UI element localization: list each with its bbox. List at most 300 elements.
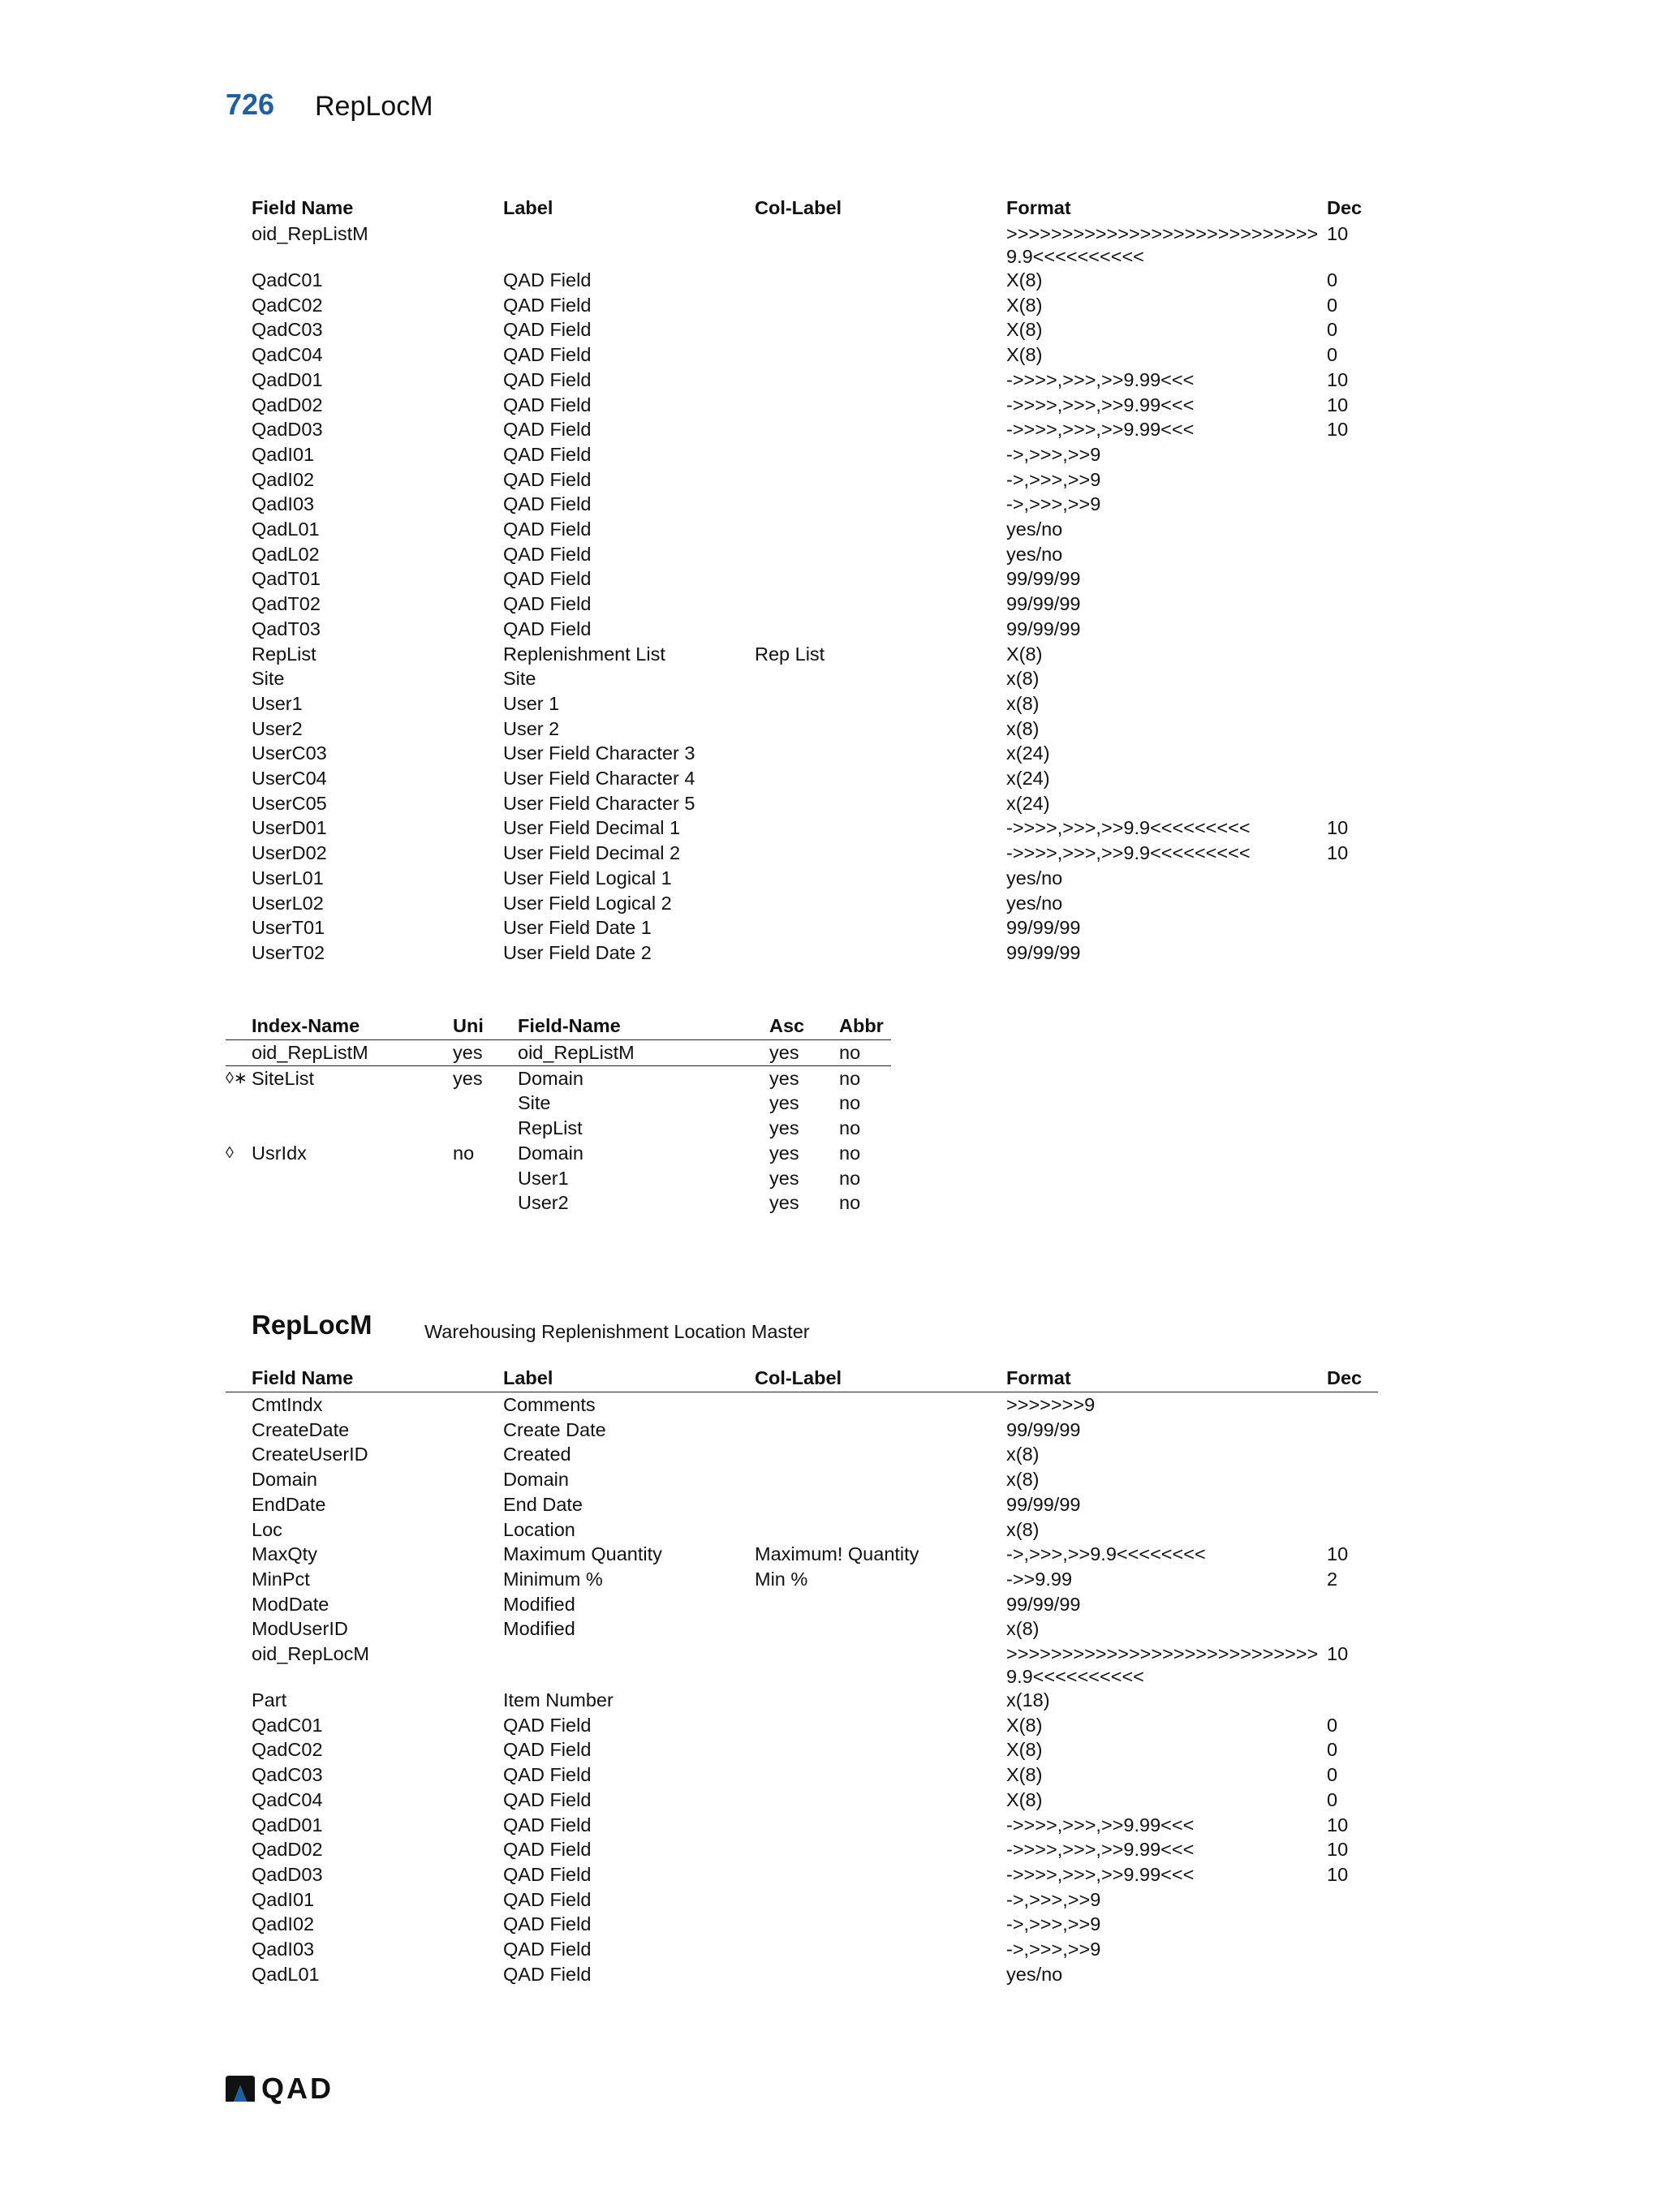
table-row [226, 1091, 891, 1116]
field-name: CmtIndx [252, 1394, 323, 1415]
field-name: QadI01 [252, 443, 315, 465]
field-dec [1327, 766, 1378, 791]
field-label: QAD Field [503, 344, 592, 366]
field-name: QadD02 [252, 394, 323, 415]
field-label: Minimum % [503, 1568, 603, 1590]
table-row [226, 866, 1378, 891]
table-row [226, 1937, 1378, 1962]
field-label: User Field Character 5 [503, 792, 695, 814]
field-name: QadL02 [252, 543, 320, 565]
field-col-label [755, 393, 1006, 418]
logo-wordmark: QAD [261, 2072, 334, 2105]
field-dec [1327, 717, 1378, 742]
field-col-label [755, 1813, 1006, 1838]
field-dec: 10 [1327, 1543, 1349, 1565]
field-format: X(8) [1006, 344, 1043, 366]
field-label: QAD Field [503, 493, 592, 515]
field-dec [1327, 1962, 1378, 1987]
section-title: RepLocM [252, 1310, 372, 1340]
field-dec [1327, 1467, 1378, 1492]
field-format: x(8) [1006, 668, 1040, 690]
field-dec [1327, 891, 1378, 916]
index-field-name: oid_RepListM [518, 1042, 635, 1063]
field-label: QAD Field [503, 1913, 592, 1935]
field-format: yes/no [1006, 519, 1063, 540]
field-col-label [755, 1788, 1006, 1813]
index-name-cell [226, 1065, 453, 1091]
field-dec: 0 [1327, 344, 1338, 366]
index-field-name: Site [518, 1092, 551, 1114]
field-label: QAD Field [503, 1788, 592, 1810]
col-header-field-name: Field-Name [518, 1015, 621, 1036]
field-name: QadC04 [252, 344, 323, 366]
field-dec [1327, 1442, 1378, 1467]
field-dec: 10 [1327, 1839, 1349, 1861]
field-label: User Field Decimal 2 [503, 842, 681, 864]
field-format: X(8) [1006, 269, 1043, 290]
field-col-label [755, 1737, 1006, 1762]
fields-table-replistm [226, 195, 1378, 966]
table-row [226, 741, 1378, 766]
index-name: UsrIdx [252, 1142, 307, 1164]
field-name: QadL01 [252, 1963, 320, 1985]
field-format: ->>>>,>>>,>>9.99<<< [1006, 1839, 1195, 1861]
field-col-label [755, 368, 1006, 393]
table-row [226, 841, 1378, 866]
table-row [226, 766, 1378, 791]
field-col-label [755, 592, 1006, 617]
field-label: QAD Field [503, 1839, 592, 1861]
field-col-label [755, 1962, 1006, 1987]
index-field-name: User2 [518, 1192, 569, 1214]
field-name: QadI03 [252, 1939, 315, 1960]
field-col-label [755, 1616, 1006, 1642]
table-row [226, 1762, 1378, 1788]
field-format: X(8) [1006, 643, 1043, 665]
field-name: UserC04 [252, 768, 327, 790]
field-label: QAD Field [503, 1888, 592, 1910]
field-format: 99/99/99 [1006, 1493, 1081, 1515]
field-format: ->>>>,>>>,>>9.99<<< [1006, 419, 1195, 441]
table-row [226, 1418, 1378, 1443]
field-dec [1327, 1492, 1378, 1517]
field-label [503, 222, 755, 268]
field-dec: 10 [1327, 368, 1349, 390]
table-row [226, 1116, 891, 1141]
field-label: Create Date [503, 1418, 606, 1440]
field-dec [1327, 666, 1378, 691]
field-name: QadD03 [252, 1863, 323, 1885]
field-label: Item Number [503, 1689, 614, 1711]
field-label: User Field Decimal 1 [503, 817, 681, 839]
field-dec [1327, 1937, 1378, 1962]
table-row [226, 517, 1378, 542]
field-dec: 10 [1327, 1643, 1349, 1665]
field-dec: 10 [1327, 223, 1349, 244]
field-format: 99/99/99 [1006, 1418, 1081, 1440]
field-label: QAD Field [503, 543, 592, 565]
index-name-cell [226, 1141, 453, 1166]
table-row [226, 666, 1378, 691]
field-label [503, 1642, 755, 1688]
field-format: x(18) [1006, 1689, 1050, 1711]
field-col-label [755, 222, 1006, 268]
table-row [226, 1190, 891, 1216]
field-dec: 10 [1327, 817, 1349, 839]
index-name-cell [226, 1091, 453, 1116]
field-format: X(8) [1006, 1788, 1043, 1810]
field-label: QAD Field [503, 419, 592, 441]
field-dec [1327, 517, 1378, 542]
index-ascending: yes [769, 1042, 799, 1063]
field-label: QAD Field [503, 1714, 592, 1736]
field-label: QAD Field [503, 618, 592, 639]
index-abbr: no [839, 1092, 861, 1114]
col-header-label: Label [503, 197, 553, 218]
field-col-label [755, 691, 1006, 717]
index-field-name: Domain [518, 1142, 583, 1164]
field-col-label: Min % [755, 1568, 808, 1590]
field-format: x(24) [1006, 742, 1050, 764]
field-dec [1327, 791, 1378, 816]
field-label: QAD Field [503, 269, 592, 290]
field-dec [1327, 1688, 1378, 1713]
index-abbr: no [839, 1192, 861, 1214]
field-name: QadC02 [252, 294, 323, 316]
table-row [226, 1962, 1378, 1987]
table-row [226, 1166, 891, 1191]
table-row [226, 1542, 1378, 1567]
table-header-row [226, 1013, 891, 1040]
field-col-label [755, 1688, 1006, 1713]
field-name: CreateUserID [252, 1444, 368, 1465]
field-name: QadC04 [252, 1788, 323, 1810]
field-dec [1327, 691, 1378, 717]
field-name: QadC03 [252, 1764, 323, 1786]
index-name-cell [226, 1040, 453, 1066]
col-header-field-name: Field Name [252, 197, 354, 218]
field-name: oid_RepListM [252, 223, 368, 244]
table-row [226, 268, 1378, 293]
field-format: ->>>>,>>>,>>9.99<<< [1006, 368, 1195, 390]
field-format: ->,>>>,>>9 [1006, 443, 1101, 465]
table-row [226, 492, 1378, 517]
field-dec [1327, 741, 1378, 766]
qad-logo-icon [224, 2074, 256, 2103]
index-ascending: yes [769, 1142, 799, 1164]
table-row [226, 1517, 1378, 1543]
table-row [226, 393, 1378, 418]
field-col-label [755, 891, 1006, 916]
table-row [226, 891, 1378, 916]
field-col-label [755, 566, 1006, 592]
table-row [226, 342, 1378, 368]
field-format: X(8) [1006, 294, 1043, 316]
field-name: QadD03 [252, 419, 323, 441]
index-ascending: yes [769, 1117, 799, 1139]
field-name: UserD01 [252, 817, 327, 839]
index-name: oid_RepListM [252, 1042, 368, 1063]
index-unique [453, 1166, 518, 1191]
field-format: ->,>>>,>>9.9<<<<<<<< [1006, 1543, 1206, 1565]
field-label: User Field Date 2 [503, 941, 652, 963]
field-dec: 0 [1327, 1714, 1338, 1736]
field-format: yes/no [1006, 892, 1063, 914]
field-dec [1327, 617, 1378, 642]
section-description: Warehousing Replenishment Location Master [424, 1321, 810, 1342]
table-row [226, 940, 1378, 966]
field-name: UserD02 [252, 842, 327, 864]
field-name: User2 [252, 717, 303, 739]
field-name: QadC02 [252, 1739, 323, 1761]
col-header-col-label: Col-Label [755, 197, 842, 218]
field-col-label [755, 293, 1006, 318]
index-unique: yes [453, 1042, 483, 1063]
index-unique [453, 1116, 518, 1141]
field-col-label [755, 791, 1006, 816]
field-col-label [755, 1762, 1006, 1788]
field-label: User 1 [503, 692, 560, 714]
field-dec [1327, 866, 1378, 891]
field-dec [1327, 642, 1378, 667]
field-label: Modified [503, 1618, 575, 1640]
index-abbr: no [839, 1142, 861, 1164]
field-col-label [755, 915, 1006, 940]
field-format: yes/no [1006, 543, 1063, 565]
field-label: Comments [503, 1394, 596, 1415]
qad-logo [224, 2073, 334, 2104]
field-col-label [755, 542, 1006, 567]
field-format: >>>>>>>9 [1006, 1394, 1096, 1415]
index-field-name: RepList [518, 1117, 583, 1139]
field-col-label [755, 617, 1006, 642]
field-name: QadD02 [252, 1839, 323, 1861]
fields-table-body [226, 1392, 1378, 1987]
field-label: QAD Field [503, 294, 592, 316]
index-table-body [226, 1040, 891, 1216]
field-name: UserL01 [252, 867, 324, 889]
field-dec [1327, 492, 1378, 517]
field-name: QadC03 [252, 319, 323, 341]
field-name: QadI02 [252, 468, 315, 490]
field-dec [1327, 1392, 1378, 1418]
field-col-label [755, 1937, 1006, 1962]
index-ascending: yes [769, 1167, 799, 1189]
field-col-label [755, 317, 1006, 342]
field-name: Site [252, 668, 285, 690]
field-name: QadC01 [252, 269, 323, 290]
field-name: QadT01 [252, 568, 321, 590]
table-row [226, 293, 1378, 318]
field-col-label [755, 1517, 1006, 1543]
field-format: ->>>>,>>>,>>9.9<<<<<<<<< [1006, 842, 1251, 864]
table-row [226, 1567, 1378, 1592]
field-name: oid_RepLocM [252, 1643, 370, 1665]
field-dec [1327, 1517, 1378, 1543]
table-header-row [226, 1365, 1378, 1392]
index-abbr: no [839, 1167, 861, 1189]
index-ascending: yes [769, 1192, 799, 1214]
table-row [226, 642, 1378, 667]
field-dec: 0 [1327, 1788, 1338, 1810]
field-dec: 10 [1327, 419, 1349, 441]
field-name: UserC05 [252, 792, 327, 814]
field-name: QadD01 [252, 1814, 323, 1835]
field-dec: 0 [1327, 294, 1338, 316]
field-label: QAD Field [503, 1739, 592, 1761]
field-col-label: Rep List [755, 643, 825, 665]
field-format: X(8) [1006, 1739, 1043, 1761]
field-label: Created [503, 1444, 571, 1465]
field-name: QadC01 [252, 1714, 323, 1736]
field-col-label [755, 442, 1006, 467]
table-row [226, 1813, 1378, 1838]
table-row [226, 542, 1378, 567]
table-row [226, 1492, 1378, 1517]
field-format: X(8) [1006, 1714, 1043, 1736]
field-dec [1327, 1912, 1378, 1937]
field-col-label [755, 666, 1006, 691]
field-label: QAD Field [503, 593, 592, 615]
field-format: ->>>>,>>>,>>9.99<<< [1006, 394, 1195, 415]
table-row [226, 467, 1378, 493]
table-row [226, 317, 1378, 342]
field-col-label [755, 717, 1006, 742]
table-header-row [226, 195, 1378, 222]
table-row [226, 791, 1378, 816]
index-unique [453, 1091, 518, 1116]
index-name-cell [226, 1166, 453, 1191]
index-marker: ◊∗ [226, 1069, 248, 1087]
field-label: QAD Field [503, 319, 592, 341]
field-label: QAD Field [503, 468, 592, 490]
field-label: Site [503, 668, 536, 690]
field-dec: 10 [1327, 1863, 1349, 1885]
table-row [226, 1737, 1378, 1762]
field-format: ->>9.99 [1006, 1568, 1073, 1590]
field-col-label [755, 492, 1006, 517]
field-col-label [755, 268, 1006, 293]
table-row [226, 1040, 891, 1066]
field-col-label [755, 1713, 1006, 1738]
index-field-name: Domain [518, 1067, 583, 1089]
field-label: User 2 [503, 717, 560, 739]
table-row [226, 717, 1378, 742]
table-row [226, 1467, 1378, 1492]
field-label: Domain [503, 1469, 569, 1491]
field-format: 99/99/99 [1006, 941, 1081, 963]
table-row [226, 1837, 1378, 1862]
field-format: ->,>>>,>>9 [1006, 1913, 1101, 1935]
field-dec [1327, 442, 1378, 467]
col-header-uni: Uni [453, 1015, 484, 1036]
col-header-abbr: Abbr [839, 1015, 884, 1036]
field-dec: 10 [1327, 842, 1349, 864]
col-header-col-label: Col-Label [755, 1367, 842, 1388]
field-label: QAD Field [503, 1939, 592, 1960]
field-label: End Date [503, 1493, 583, 1515]
table-row [226, 1862, 1378, 1887]
field-col-label [755, 1592, 1006, 1617]
field-col-label [755, 342, 1006, 368]
field-name: QadD01 [252, 368, 323, 390]
table-row [226, 222, 1378, 268]
field-name: QadT03 [252, 618, 321, 639]
field-format: ->,>>>,>>9 [1006, 1939, 1101, 1960]
field-label: QAD Field [503, 519, 592, 540]
field-format: X(8) [1006, 1764, 1043, 1786]
index-name: SiteList [252, 1067, 315, 1089]
field-label: Maximum Quantity [503, 1543, 662, 1565]
field-col-label [755, 741, 1006, 766]
index-field-name: User1 [518, 1167, 569, 1189]
fields-table-replocm [226, 1365, 1378, 1986]
field-col-label [755, 1442, 1006, 1467]
field-format: ->,>>>,>>9 [1006, 493, 1101, 515]
field-col-label [755, 1492, 1006, 1517]
field-name: QadT02 [252, 593, 321, 615]
col-header-field-name: Field Name [252, 1367, 354, 1388]
field-dec [1327, 1418, 1378, 1443]
table-row [226, 417, 1378, 442]
field-format: ->>>>,>>>,>>9.99<<< [1006, 1863, 1195, 1885]
table-row [226, 1642, 1378, 1688]
field-label: QAD Field [503, 1963, 592, 1985]
field-dec: 0 [1327, 1764, 1338, 1786]
index-ascending: yes [769, 1092, 799, 1114]
index-unique: no [453, 1142, 475, 1164]
field-label: User Field Date 1 [503, 917, 652, 939]
field-format: ->,>>>,>>9 [1006, 468, 1101, 490]
field-format: yes/no [1006, 867, 1063, 889]
field-format: x(8) [1006, 1469, 1040, 1491]
table-row [226, 1392, 1378, 1418]
field-col-label [755, 1467, 1006, 1492]
index-abbr: no [839, 1067, 861, 1089]
field-name: ModUserID [252, 1618, 348, 1640]
table-row [226, 1141, 891, 1166]
field-format: x(24) [1006, 768, 1050, 790]
field-col-label [755, 417, 1006, 442]
field-col-label [755, 816, 1006, 841]
col-header-dec: Dec [1327, 1367, 1363, 1388]
field-col-label [755, 1642, 1006, 1688]
col-header-format: Format [1006, 1367, 1071, 1388]
field-dec: 0 [1327, 319, 1338, 341]
field-name: Part [252, 1689, 287, 1711]
field-col-label [755, 841, 1006, 866]
col-header-index-name: Index-Name [252, 1015, 360, 1036]
col-header-dec: Dec [1327, 197, 1363, 218]
field-dec [1327, 940, 1378, 966]
page-number: 726 [226, 88, 275, 121]
table-row [226, 368, 1378, 393]
field-format: x(8) [1006, 1518, 1040, 1540]
index-unique [453, 1190, 518, 1216]
field-name: RepList [252, 643, 316, 665]
field-format: >>>>>>>>>>>>>>>>>>>>>>>>>>>>9.9<<<<<<<<<< [1006, 223, 1319, 267]
field-col-label [755, 940, 1006, 966]
field-name: UserT02 [252, 941, 325, 963]
index-unique: yes [453, 1067, 483, 1089]
field-format: yes/no [1006, 1963, 1063, 1985]
table-row [226, 1887, 1378, 1913]
field-dec [1327, 1616, 1378, 1642]
field-label: QAD Field [503, 394, 592, 415]
field-name: UserT01 [252, 917, 325, 939]
field-dec [1327, 915, 1378, 940]
field-col-label [755, 517, 1006, 542]
